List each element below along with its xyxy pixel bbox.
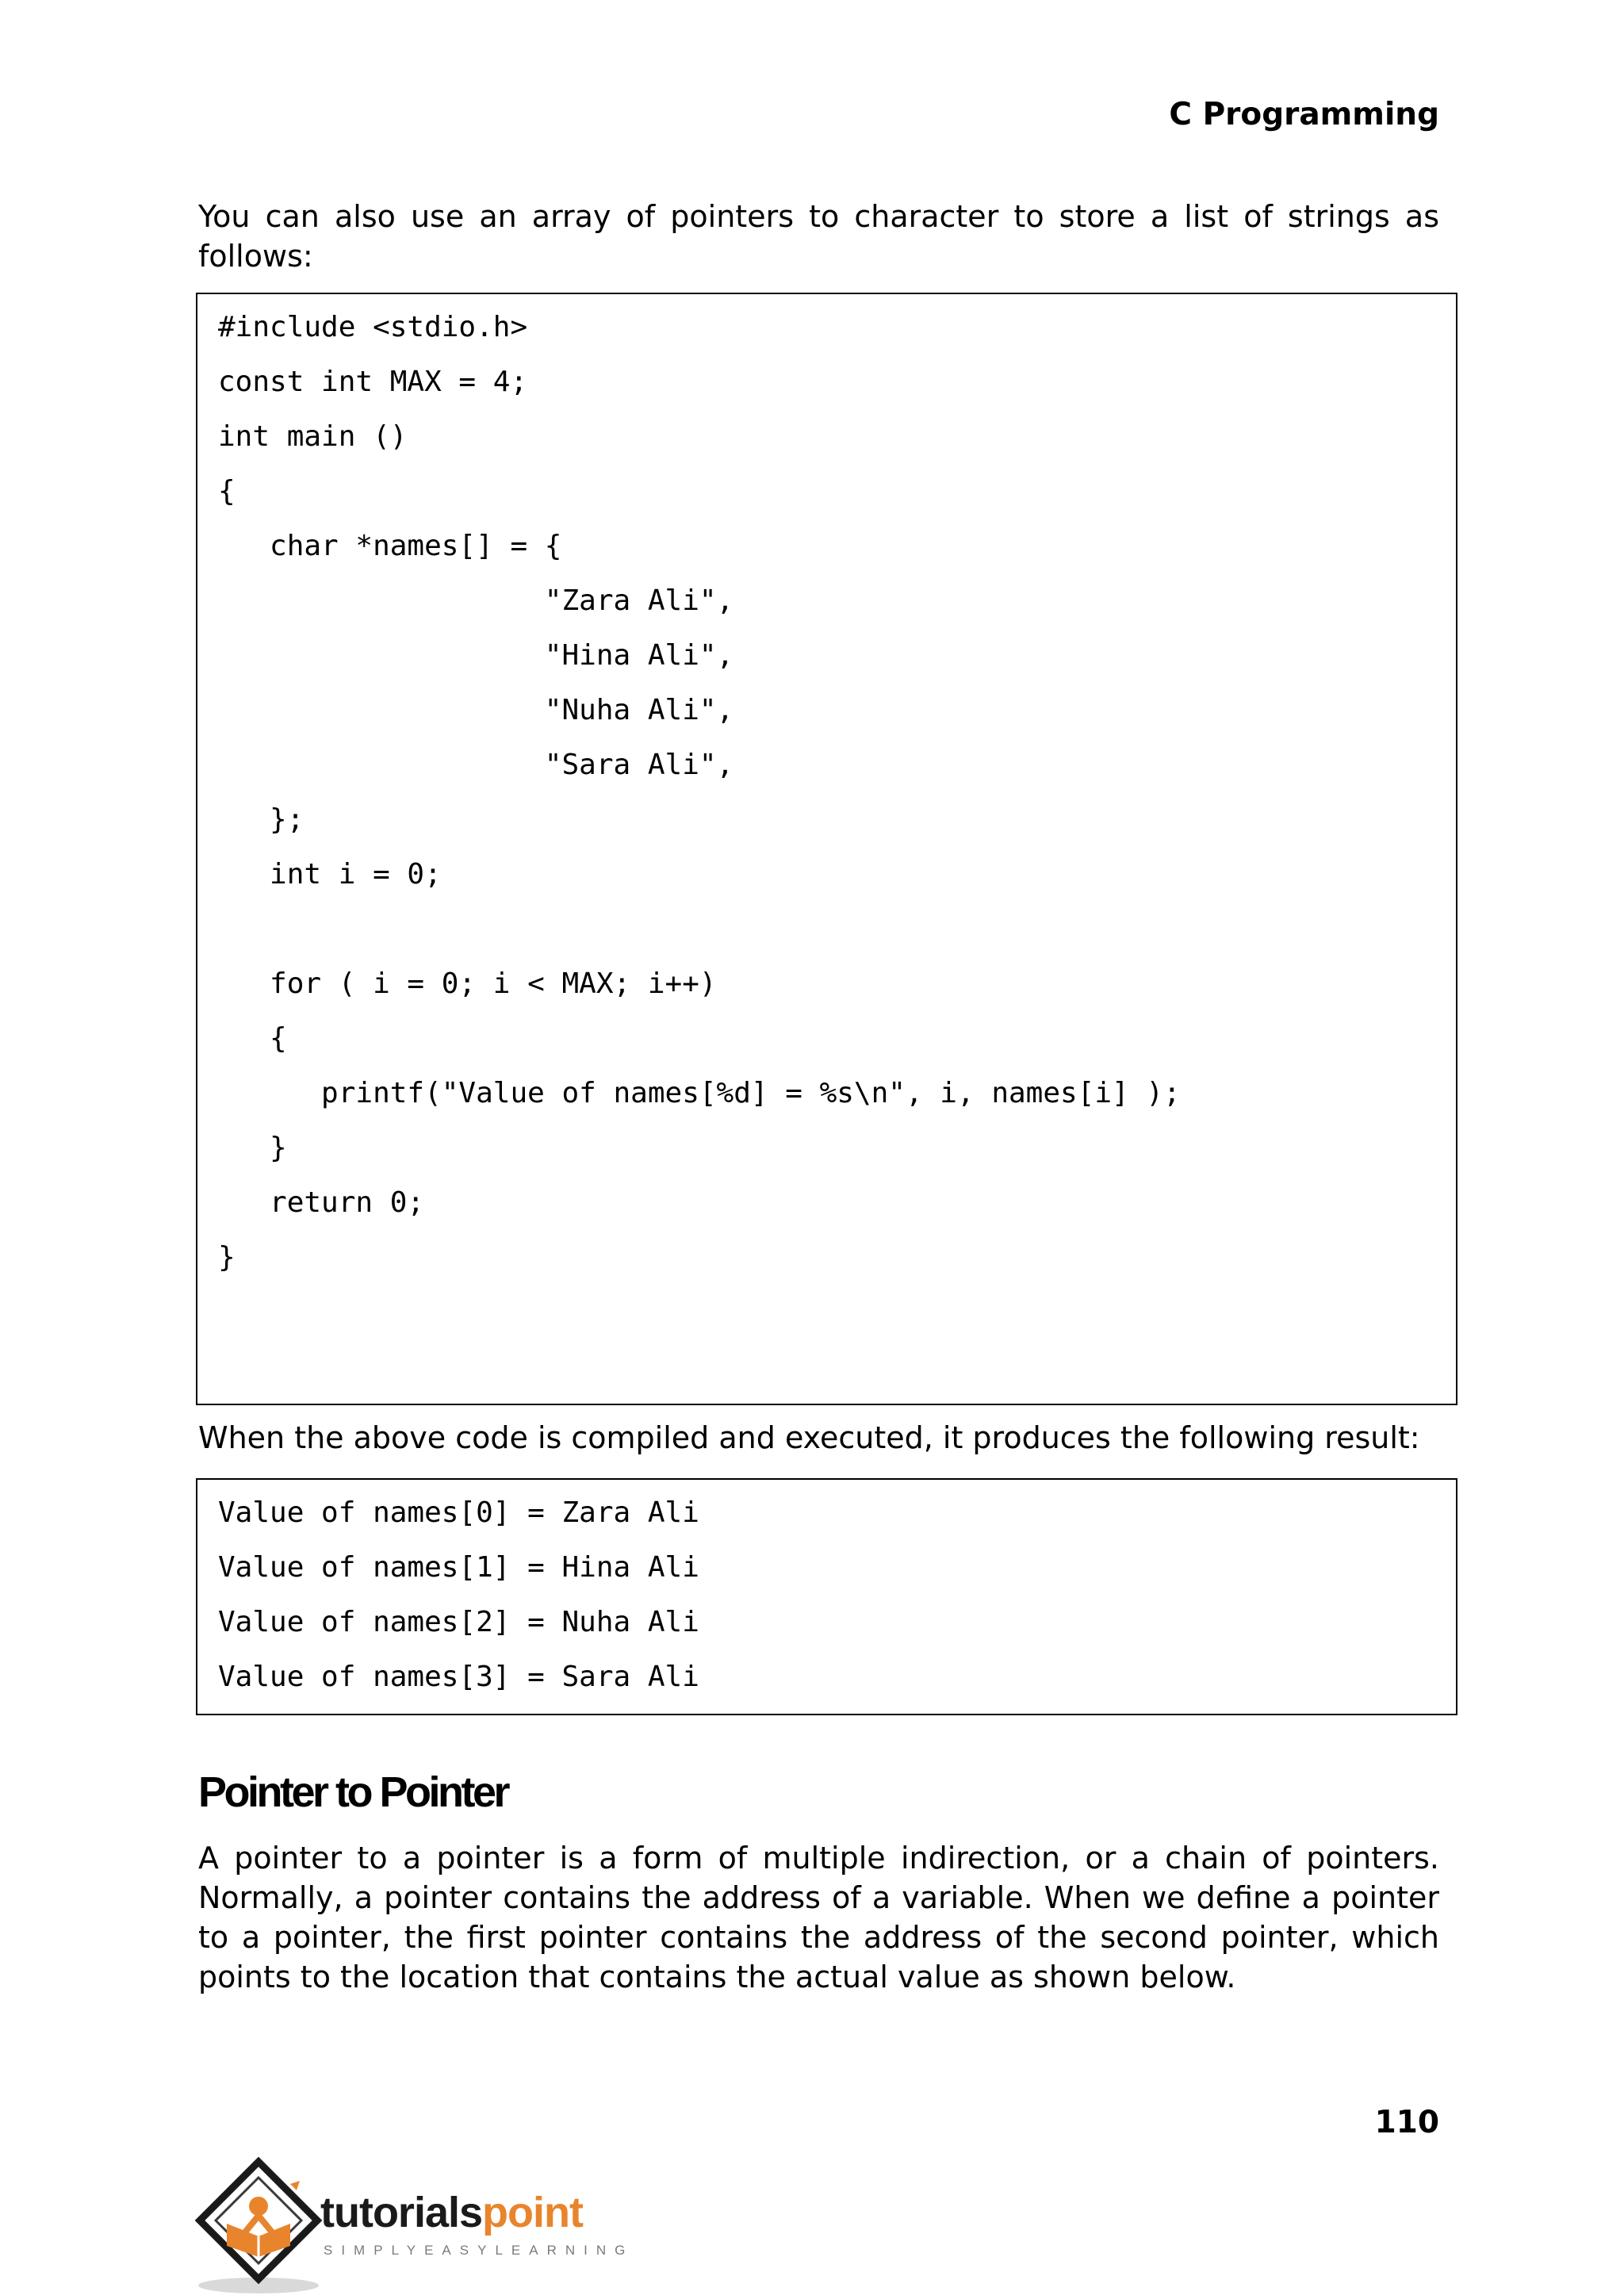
logo-wordmark	[320, 2189, 583, 2236]
code-line: #include <stdio.h>	[218, 311, 528, 343]
code-line: }	[218, 1132, 287, 1164]
code-line: char *names[] = {	[218, 530, 562, 562]
code-line: "Nuha Ali",	[218, 694, 734, 726]
code-line: const int MAX = 4;	[218, 366, 528, 398]
code-line: {	[218, 1022, 287, 1055]
code-line: for ( i = 0; i < MAX; i++)	[218, 967, 717, 1000]
code-line: };	[218, 803, 304, 836]
result-intro-paragraph: When the above code is compiled and executed, it produces the following result:	[198, 1420, 1420, 1455]
output-block	[196, 1478, 1457, 1715]
logo-wordmark-orange: point	[482, 2189, 583, 2236]
page-number: 110	[1374, 2105, 1439, 2140]
section-title: Pointer to Pointer	[198, 1768, 508, 1816]
code-line: printf("Value of names[%d] = %s\n", i, names[i] );	[218, 1077, 1181, 1109]
intro-paragraph: You can also use an array of pointers to character to store a list of strings as follows:	[198, 199, 1439, 274]
code-line: {	[218, 475, 236, 508]
output-line: Value of names[2] = Nuha Ali	[218, 1606, 699, 1638]
logo-emblem-icon	[195, 2157, 330, 2295]
output-line: Value of names[1] = Hina Ali	[218, 1551, 699, 1584]
output-line: Value of names[0] = Zara Ali	[218, 1496, 699, 1529]
code-line: "Sara Ali",	[218, 749, 734, 781]
code-block	[196, 293, 1457, 1405]
section-body-paragraph: A pointer to a pointer is a form of multiple indirection, or a chain of pointers. Normally, a pointer contains the address of a variable. When we define a pointer to a pointer, the first pointer contains the address of the second pointer, which points to the location that contains the actual value as shown below.	[198, 1841, 1439, 1994]
logo-tagline: SIMPLYEASYLEARNING	[324, 2243, 634, 2258]
code-line: "Zara Ali",	[218, 584, 734, 617]
code-line: }	[218, 1241, 236, 1274]
logo-wordmark-dark: tutorials	[320, 2189, 483, 2236]
code-line: int i = 0;	[218, 858, 442, 891]
output-line: Value of names[3] = Sara Ali	[218, 1661, 699, 1693]
tutorialspoint-logo	[195, 2157, 639, 2295]
code-line: "Hina Ali",	[218, 639, 734, 672]
code-line: int main ()	[218, 420, 408, 453]
code-line: return 0;	[218, 1186, 425, 1219]
page-header: C Programming	[1169, 97, 1439, 132]
